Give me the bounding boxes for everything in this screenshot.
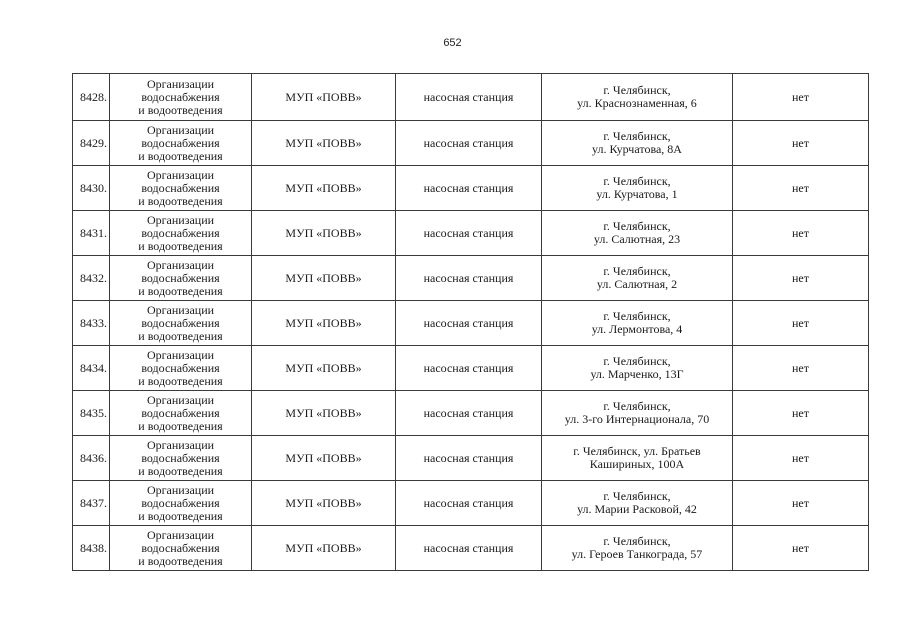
address-cell: г. Челябинск, ул. Курчатова, 8А [542,121,733,166]
flag-cell: нет [733,211,869,256]
address-cell: г. Челябинск, ул. Лермонтова, 4 [542,301,733,346]
flag-cell: нет [733,301,869,346]
address-cell: г. Челябинск, ул. Салютная, 23 [542,211,733,256]
owner-cell: МУП «ПОВВ» [252,391,396,436]
flag-cell: нет [733,436,869,481]
owner-cell: МУП «ПОВВ» [252,166,396,211]
row-number: 8429. [73,121,110,166]
table-row [73,121,869,166]
address-cell: г. Челябинск, ул. Курчатова, 1 [542,166,733,211]
organization-category-cell: Организации водоснабжения и водоотведения [110,391,252,436]
row-number: 8430. [73,166,110,211]
flag-cell: нет [733,166,869,211]
organization-category-cell: Организации водоснабжения и водоотведения [110,436,252,481]
flag-cell: нет [733,256,869,301]
owner-cell: МУП «ПОВВ» [252,346,396,391]
organization-category-cell: Организации водоснабжения и водоотведения [110,121,252,166]
table-row [73,346,869,391]
flag-cell: нет [733,526,869,571]
owner-cell: МУП «ПОВВ» [252,436,396,481]
object-type-cell: насосная станция [396,526,542,571]
owner-cell: МУП «ПОВВ» [252,256,396,301]
address-cell: г. Челябинск, ул. Героев Танкограда, 57 [542,526,733,571]
registry-table-body [73,74,869,571]
address-cell: г. Челябинск, ул. Братьев Кашириных, 100А [542,436,733,481]
object-type-cell: насосная станция [396,481,542,526]
row-number: 8431. [73,211,110,256]
organization-category-cell: Организации водоснабжения и водоотведения [110,256,252,301]
object-type-cell: насосная станция [396,74,542,121]
flag-cell: нет [733,121,869,166]
object-type-cell: насосная станция [396,211,542,256]
table-row [73,481,869,526]
object-type-cell: насосная станция [396,436,542,481]
table-row [73,526,869,571]
table-row [73,301,869,346]
object-type-cell: насосная станция [396,256,542,301]
owner-cell: МУП «ПОВВ» [252,74,396,121]
table-row [73,74,869,121]
organization-category-cell: Организации водоснабжения и водоотведения [110,526,252,571]
flag-cell: нет [733,481,869,526]
row-number: 8428. [73,74,110,121]
owner-cell: МУП «ПОВВ» [252,526,396,571]
row-number: 8435. [73,391,110,436]
organization-category-cell: Организации водоснабжения и водоотведения [110,211,252,256]
registry-table [72,73,869,571]
owner-cell: МУП «ПОВВ» [252,481,396,526]
flag-cell: нет [733,74,869,121]
table-row [73,436,869,481]
owner-cell: МУП «ПОВВ» [252,211,396,256]
row-number: 8432. [73,256,110,301]
table-row [73,391,869,436]
object-type-cell: насосная станция [396,391,542,436]
organization-category-cell: Организации водоснабжения и водоотведения [110,74,252,121]
address-cell: г. Челябинск, ул. Марченко, 13Г [542,346,733,391]
table-row [73,211,869,256]
flag-cell: нет [733,391,869,436]
address-cell: г. Челябинск, ул. 3-го Интернационала, 70 [542,391,733,436]
organization-category-cell: Организации водоснабжения и водоотведения [110,346,252,391]
flag-cell: нет [733,346,869,391]
address-cell: г. Челябинск, ул. Краснознаменная, 6 [542,74,733,121]
object-type-cell: насосная станция [396,121,542,166]
owner-cell: МУП «ПОВВ» [252,121,396,166]
table-row [73,256,869,301]
row-number: 8436. [73,436,110,481]
row-number: 8433. [73,301,110,346]
object-type-cell: насосная станция [396,166,542,211]
address-cell: г. Челябинск, ул. Марии Расковой, 42 [542,481,733,526]
object-type-cell: насосная станция [396,346,542,391]
row-number: 8437. [73,481,110,526]
organization-category-cell: Организации водоснабжения и водоотведения [110,166,252,211]
address-cell: г. Челябинск, ул. Салютная, 2 [542,256,733,301]
page-number: 652 [443,37,462,49]
row-number: 8438. [73,526,110,571]
organization-category-cell: Организации водоснабжения и водоотведения [110,301,252,346]
organization-category-cell: Организации водоснабжения и водоотведения [110,481,252,526]
owner-cell: МУП «ПОВВ» [252,301,396,346]
table-row [73,166,869,211]
object-type-cell: насосная станция [396,301,542,346]
row-number: 8434. [73,346,110,391]
